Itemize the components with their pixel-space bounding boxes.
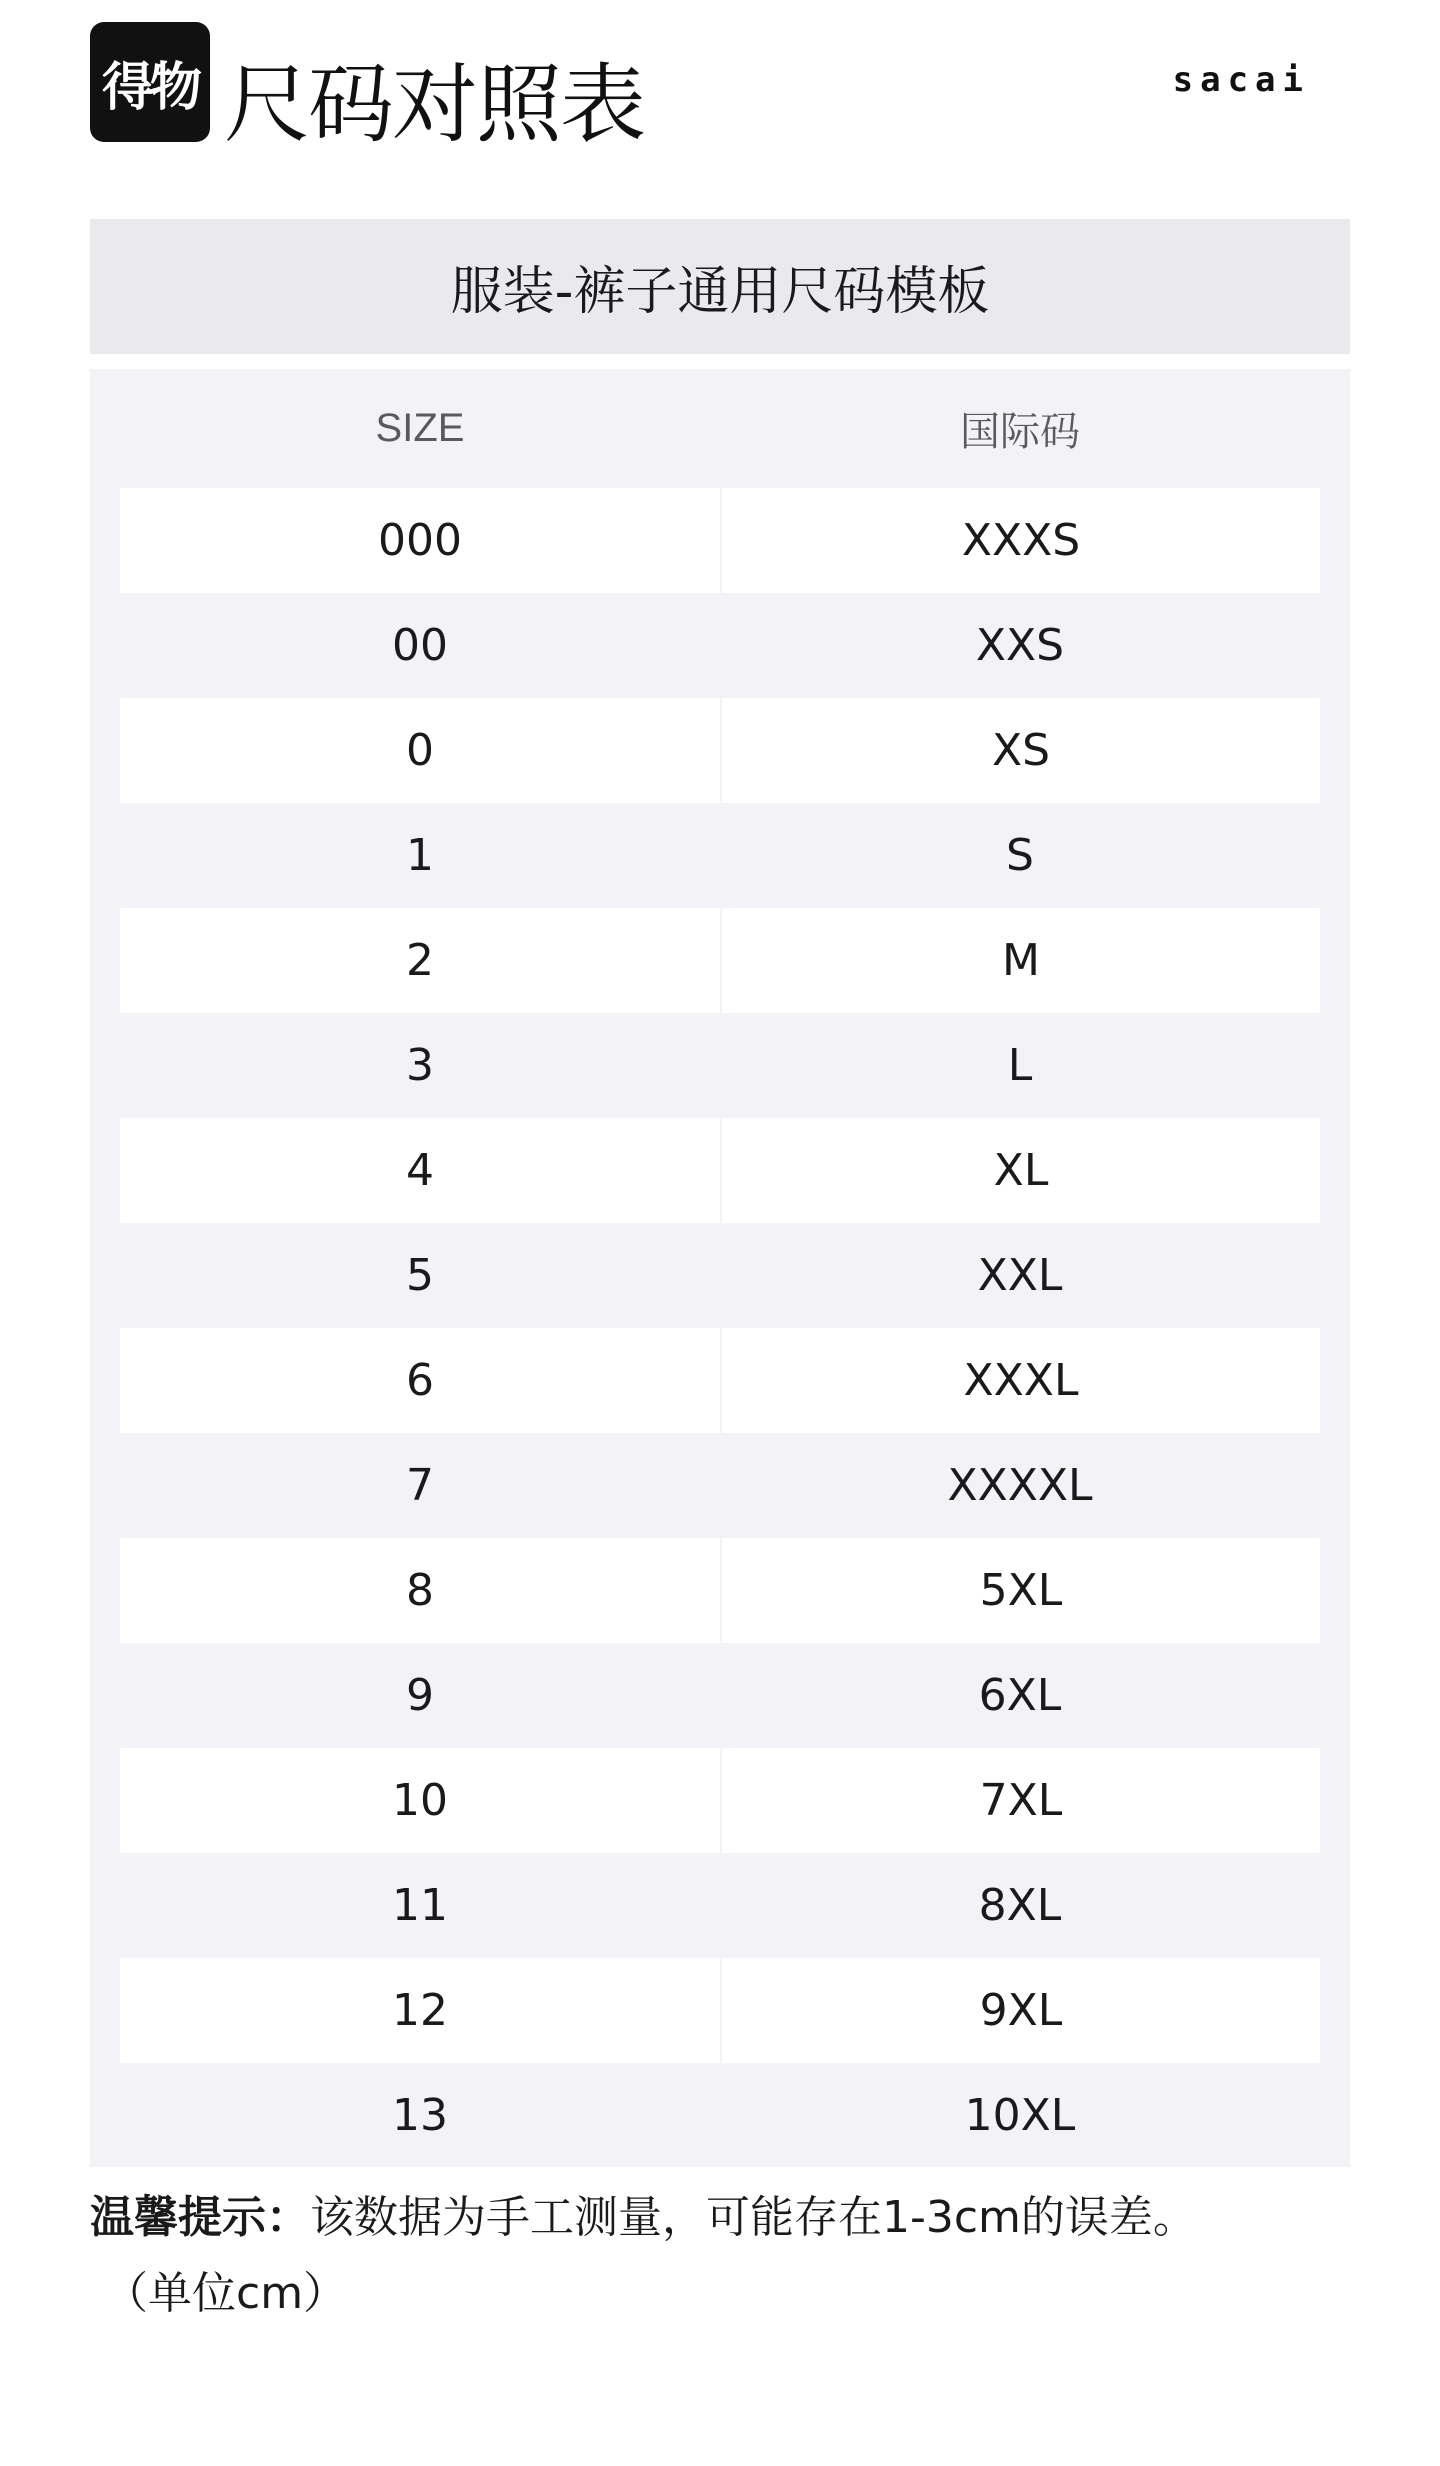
column-header-international: 国际码: [960, 410, 1080, 454]
international-size-cell: XS: [720, 698, 1320, 803]
size-cell: 2: [120, 908, 720, 1013]
international-size-cell: XXL: [977, 1250, 1063, 1301]
page-header: [90, 22, 1350, 172]
international-size-cell: XL: [720, 1118, 1320, 1223]
table-header-row: [120, 369, 1320, 488]
table-row: [120, 698, 1320, 803]
table-row: [120, 1433, 1320, 1538]
table-row: [120, 488, 1320, 593]
column-header-size: SIZE: [375, 406, 465, 450]
size-cell: 13: [392, 2090, 448, 2141]
international-size-cell: 9XL: [720, 1958, 1320, 2063]
template-title-banner: 服装-裤子通用尺码模板: [90, 219, 1350, 354]
brand-logo: sacai: [1172, 60, 1310, 100]
size-cell: 00: [392, 620, 448, 671]
international-size-cell: M: [720, 908, 1320, 1013]
size-cell: 12: [120, 1958, 720, 2063]
table-row: [120, 1118, 1320, 1223]
size-cell: 1: [406, 830, 434, 881]
size-cell: 0: [120, 698, 720, 803]
table-row: [120, 1538, 1320, 1643]
note-label: 温馨提示：: [90, 2192, 310, 2243]
size-cell: 000: [120, 488, 720, 593]
page-title: 尺码对照表: [224, 55, 644, 155]
size-cell: 10: [120, 1748, 720, 1853]
size-cell: 11: [392, 1880, 448, 1931]
size-cell: 3: [406, 1040, 434, 1091]
table-row: [120, 908, 1320, 1013]
international-size-cell: 8XL: [978, 1880, 1062, 1931]
note-unit: （单位cm）: [104, 2268, 348, 2319]
international-size-cell: 5XL: [720, 1538, 1320, 1643]
international-size-cell: XXXS: [720, 488, 1320, 593]
table-row: [120, 1223, 1320, 1328]
note-text: 该数据为手工测量，可能存在1-3cm的误差。: [310, 2192, 1197, 2243]
size-cell: 8: [120, 1538, 720, 1643]
international-size-cell: 6XL: [978, 1670, 1062, 1721]
size-table: [90, 369, 1350, 2167]
table-row: [120, 803, 1320, 908]
international-size-cell: XXXXL: [947, 1460, 1093, 1511]
table-row: [120, 1328, 1320, 1433]
table-row: [120, 1958, 1320, 2063]
international-size-cell: L: [1007, 1040, 1033, 1091]
measurement-note: [90, 2180, 1360, 2332]
international-size-cell: 10XL: [964, 2090, 1076, 2141]
size-cell: 6: [120, 1328, 720, 1433]
table-row: [120, 1643, 1320, 1748]
size-cell: 4: [120, 1118, 720, 1223]
international-size-cell: XXS: [975, 620, 1065, 671]
table-row: [120, 1853, 1320, 1958]
app-logo: 得物: [90, 22, 210, 142]
table-body: [120, 488, 1320, 2168]
size-cell: 5: [406, 1250, 434, 1301]
table-row: [120, 593, 1320, 698]
international-size-cell: 7XL: [720, 1748, 1320, 1853]
table-row: [120, 1013, 1320, 1118]
table-row: [120, 1748, 1320, 1853]
size-cell: 7: [406, 1460, 434, 1511]
size-cell: 9: [406, 1670, 434, 1721]
international-size-cell: S: [1006, 830, 1034, 881]
international-size-cell: XXXL: [720, 1328, 1320, 1433]
table-row: [120, 2063, 1320, 2168]
